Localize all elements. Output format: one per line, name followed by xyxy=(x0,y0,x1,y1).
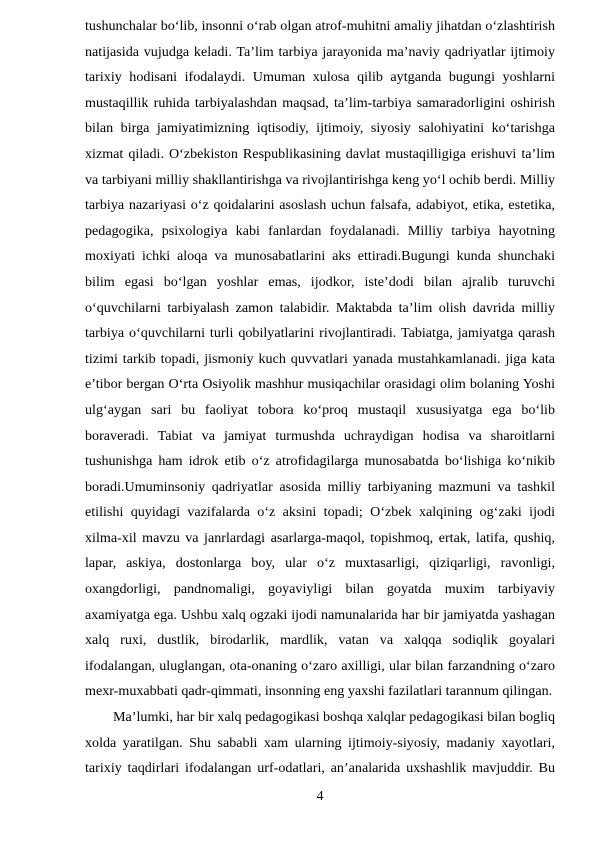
document-page xyxy=(85,14,555,782)
text-line: ulg‘aygan sari bu faoliyat tobora ko‘proq mustaqil xususiyatga ega bo‘lib xyxy=(85,401,555,418)
text-line: moxiyati ichki aloqa va munosabatlarini aks ettiradi.Bugungi kunda shunchaki xyxy=(85,248,555,265)
text-line: etilishi quyidagi vazifalarda o‘z aksini topadi; O‘zbek xalqining og‘zaki ijodi xyxy=(85,504,555,521)
text-line: xilma-xil mavzu va janrlardagi asarlarga-maqol, topishmoq, ertak, latifa, qushiq, xyxy=(85,529,555,546)
text-line: bilan birga jamiyatimizning iqtisodiy, ijtimoiy, siyosiy salohiyatini ko‘tarishga xyxy=(85,120,555,137)
text-line: tarbiya nazariyasi o‘z qoidalarini asoslash uchun falsafa, adabiyot, etika, estetika, xyxy=(85,197,555,214)
text-line: tushunishga ham idrok etib o‘z atrofidagilarga munosabatda bo‘lishiga ko‘nikib xyxy=(85,453,555,470)
text-line: tarbiya o‘quvchilarni turli qobilyatlarini rivojlantiradi. Tabiatga, jamiyatga qarash xyxy=(85,325,555,342)
text-line: natijasida vujudga keladi. Ta’lim tarbiya jarayonida ma’naviy qadriyatlar ijtimoiy xyxy=(85,43,555,60)
text-line: oxangdorligi, pandnomaligi, goyaviyligi bilan goyatda muxim tarbiyaviy xyxy=(85,581,555,598)
text-line: boradi.Umuminsoniy qadriyatlar asosida milliy tarbiyaning mazmuni va tashkil xyxy=(85,478,555,495)
text-line: bilim egasi bo‘lgan yoshlar emas, ijodkor, iste’dodi bilan ajralib turuvchi xyxy=(85,273,555,290)
text-line: boraveradi. Tabiat va jamiyat turmushda uchraydigan hodisa va sharoitlarni xyxy=(85,427,555,444)
text-line: Ma’lumki, har bir xalq pedagogikasi boshqa xalqlar pedagogikasi bilan bogliq xyxy=(113,709,555,726)
page-number: 4 xyxy=(316,788,324,804)
paragraph-2 xyxy=(85,705,555,782)
text-line: lapar, askiya, dostonlarga boy, ular o‘z muxtasarligi, qiziqarligi, ravonligi, xyxy=(85,555,555,572)
text-line: ifodalangan, uluglangan, ota-onaning o‘zaro axilligi, ular bilan farzandning o‘zaro xyxy=(85,657,555,674)
text-line: tushunchalar bo‘lib, insonni o‘rab olgan atrof-muhitni amaliy jihatdan o‘zlashtirish xyxy=(85,18,555,34)
text-line: mustaqillik ruhida tarbiyalashdan maqsad, ta’lim-tarbiya samaradorligini oshirish xyxy=(85,94,555,111)
text-line: tarixiy hodisani ifodalaydi. Umuman xulosa qilib aytganda bugungi yoshlarni xyxy=(85,69,555,86)
text-line: xizmat qiladi. O‘zbekiston Respublikasining davlat mustaqilligiga erishuvi ta’lim xyxy=(85,145,555,162)
text-line: xolda yaratilgan. Shu sababli xam ularning ijtimoiy-siyosiy, madaniy xayotlari, xyxy=(85,734,555,751)
text-line: o‘quvchilarni tarbiyalash zamon talabidir. Maktabda ta’lim olish davrida milliy xyxy=(85,299,555,316)
text-line: pedagogika, psixologiya kabi fanlardan foydalanadi. Milliy tarbiya hayotning xyxy=(85,222,555,239)
text-line: xalq ruxi, dustlik, birodarlik, mardlik, vatan va xalqqa sodiqlik goyalari xyxy=(85,632,555,649)
text-line: tizimi tarkib topadi, jismoniy kuch quvvatlari yanada mustahkamlanadi. jiga kata xyxy=(85,350,555,367)
text-line: va tarbiyani milliy shakllantirishga va rivojlantirishga keng yo‘l ochib berdi. Milliy xyxy=(85,171,556,188)
text-line: axamiyatga ega. Ushbu xalq ogzaki ijodi namunalarida har bir jamiyatda yashagan xyxy=(85,606,555,623)
text-line: mexr-muxabbati qadr-qimmati, insonning eng yaxshi fazilatlari tarannum qilingan. xyxy=(85,683,553,700)
paragraph-1 xyxy=(85,14,555,705)
text-line: tarixiy taqdirlari ifodalangan urf-odatlari, an’analarida uxshashlik mavjuddir. Bu xyxy=(85,760,555,777)
text-line: e’tibor bergan O‘rta Osiyolik mashhur musiqachilar orasidagi olim bolaning Yoshi xyxy=(85,376,555,393)
